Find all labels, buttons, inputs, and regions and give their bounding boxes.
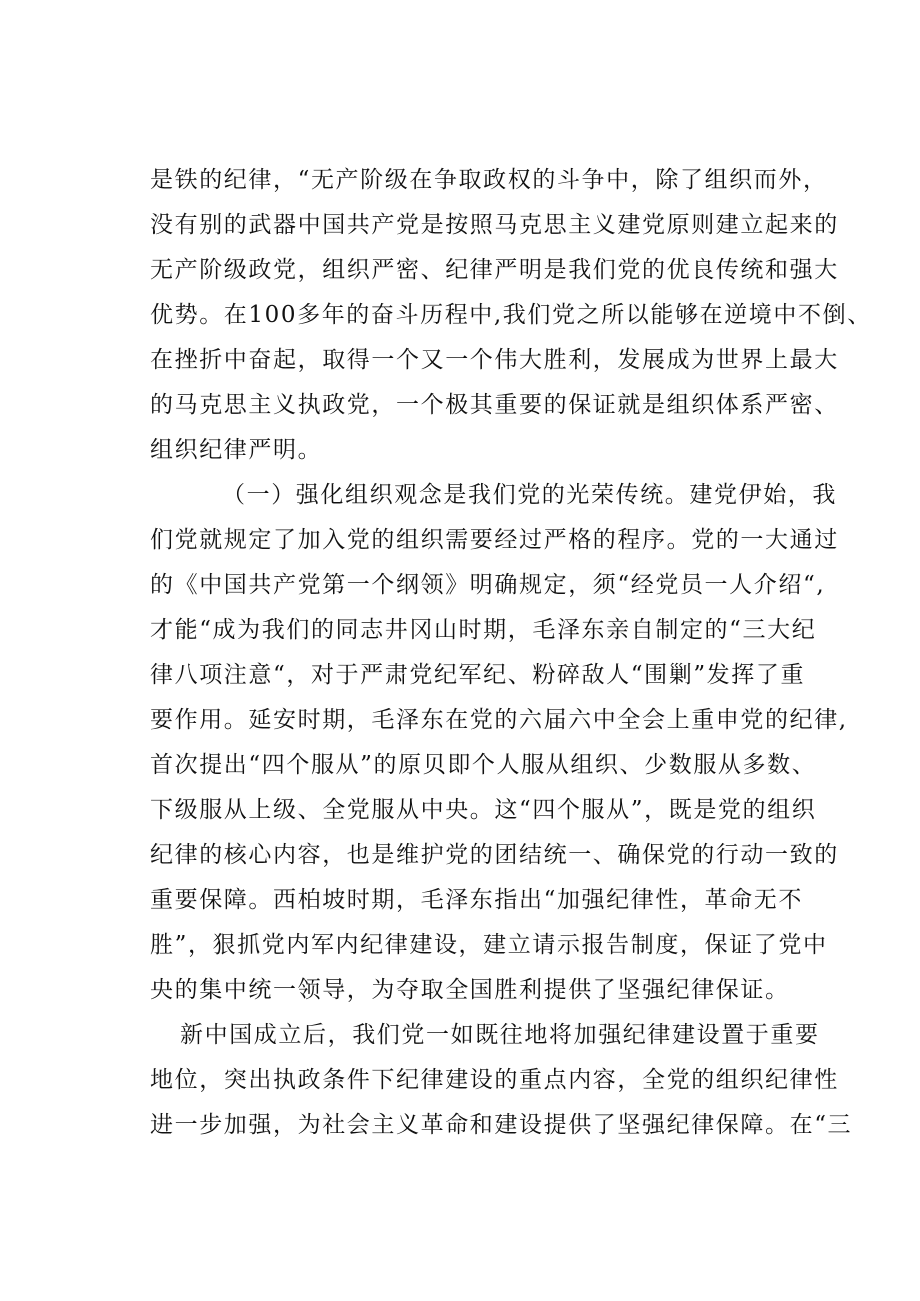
paragraph-start-line: 新中国成立后，我们党一如既往地将加强纪律建设置于重要	[180, 1022, 820, 1048]
text-line: 胜”，狠抓党内军内纪律建设，建立请示报告制度，保证了党中	[150, 932, 828, 958]
text-line: 纪律的核心内容，也是维护党的团结统一、确保党的行动一致的	[150, 842, 839, 868]
text-line: 首次提出“四个服从”的原贝即个人服从组织、少数服从多数、	[150, 752, 817, 778]
text-line: 是铁的纪律，“无产阶级在争取政权的斗争中，除了组织而外，	[150, 167, 828, 193]
text-line: 们党就规定了加入党的组织需要经过严格的程序。党的一大通过	[150, 527, 839, 553]
text-line: 律八项注意“，对于严肃党纪军纪、粉碎敌人“围剿”发挥了重	[150, 662, 806, 688]
body-text	[150, 158, 872, 1148]
text-line: 央的集中统一领导，为夺取全国胜利提供了坚强纪律保证。	[150, 977, 790, 1003]
text-line: 组织纪律严明。	[150, 437, 323, 463]
text-line: 要作用。延安时期，毛泽东在党的六届六中全会上重申党的纪律,	[150, 707, 848, 733]
text-line: 地位，突出执政条件下纪律建设的重点内容，全党的组织纪律性	[150, 1067, 839, 1093]
text-line: 才能“成为我们的同志井冈山时期，毛泽东亲自制定的“三大纪	[150, 617, 817, 643]
text-line: 进一步加强，为社会主义革命和建设提供了坚强纪律保障。在“三	[150, 1112, 853, 1138]
text-line: 的马克思主义执政党，一个极其重要的保证就是组织体系严密、	[150, 392, 839, 418]
text-line: 没有别的武器中国共产党是按照马克思主义建党原则建立起来的	[150, 212, 839, 238]
text-line: 无产阶级政党，组织严密、纪律严明是我们党的优良传统和强大	[150, 257, 839, 283]
text-line: 下级服从上级、全党服从中央。这“四个服从”，既是党的组织	[150, 797, 817, 823]
text-line: 重要保障。西柏坡时期，毛泽东指出“加强纪律性，革命无不	[150, 887, 803, 913]
section-heading-line: （一）强化组织观念是我们党的光荣传统。建党伊始，我	[222, 482, 837, 508]
text-line: 优势。在100多年的奋斗历程中,我们党之所以能够在逆境中不倒、	[150, 302, 872, 328]
text-line: 的《中国共产党第一个纲领》明确规定，须“经党员一人介绍“,	[150, 572, 826, 598]
text-line: 在挫折中奋起，取得一个又一个伟大胜利，发展成为世界上最大	[150, 347, 839, 373]
